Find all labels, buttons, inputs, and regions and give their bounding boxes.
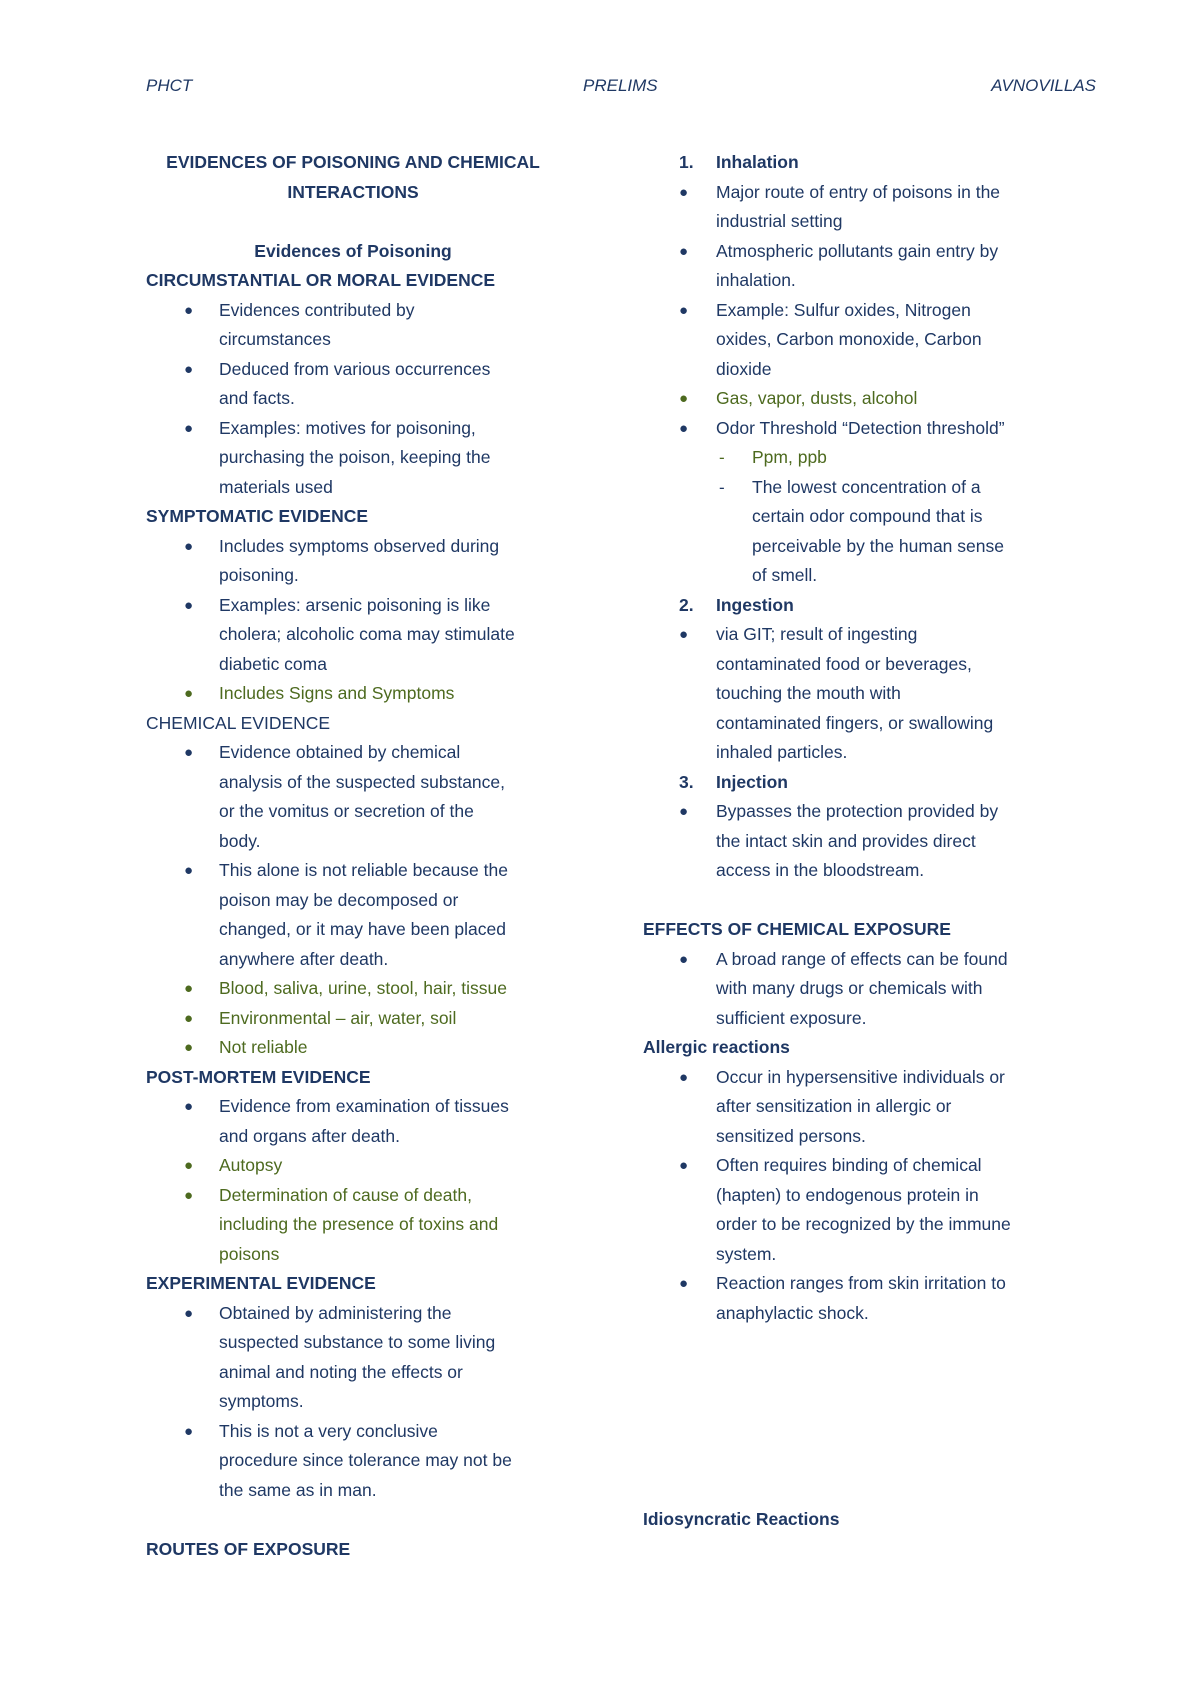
injection-heading: 3. Injection <box>679 771 788 792</box>
bullet-icon: ● <box>679 301 689 319</box>
list-item: ● Reaction ranges from skin irritation to <box>643 1269 1093 1299</box>
list-item-cont: suspected substance to some living <box>219 1332 496 1352</box>
list-item-cont: animal and noting the effects or <box>219 1361 463 1382</box>
allergic-list <box>643 1063 1093 1329</box>
bullet-icon: ● <box>184 862 194 879</box>
circumstantial-heading: CIRCUMSTANTIAL OR MORAL EVIDENCE <box>146 270 496 290</box>
ingestion-list <box>643 620 1093 768</box>
bullet-icon: ● <box>184 301 194 319</box>
list-item: ● A broad range of effects can be found <box>643 945 1093 975</box>
circumstantial-list <box>146 296 586 503</box>
list-item: ● Often requires binding of chemical <box>643 1151 1093 1181</box>
symptomatic-heading: SYMPTOMATIC EVIDENCE <box>146 506 369 526</box>
list-item-cont: diabetic coma <box>219 653 327 674</box>
routes-heading: ROUTES OF EXPOSURE <box>146 1538 351 1559</box>
effects-list <box>643 945 1093 1034</box>
bullet-icon: ● <box>679 390 689 407</box>
list-item-cont: contaminated fingers, or swallowing <box>716 712 994 733</box>
list-item: ● Examples: arsenic poisoning is like <box>146 591 586 621</box>
dash-icon: - <box>719 477 725 497</box>
list-item: ● Bypasses the protection provided by <box>643 797 1093 827</box>
sub-list-item: - The lowest concentration of a <box>643 473 1093 503</box>
ingestion-heading: 2. Ingestion <box>679 594 794 615</box>
inhalation-heading: 1. Inhalation <box>679 152 799 172</box>
list-item: ● This alone is not reliable because the <box>146 856 586 886</box>
list-item-cont: anywhere after death. <box>219 948 389 969</box>
list-item-cont: oxides, Carbon monoxide, Carbon <box>716 329 982 349</box>
idiosyncratic-heading: Idiosyncratic Reactions <box>643 1509 840 1529</box>
injection-list <box>643 797 1093 886</box>
bullet-icon: ● <box>184 685 194 702</box>
list-item: ● Not reliable <box>146 1033 586 1063</box>
list-item-cont: and facts. <box>219 388 295 408</box>
list-item: ● Environmental – air, water, soil <box>146 1004 586 1034</box>
document-title: EVIDENCES OF POISONING AND CHEMICAL <box>166 152 540 172</box>
list-item-cont: procedure since tolerance may not be <box>219 1450 512 1470</box>
list-item-cont: inhalation. <box>716 270 796 290</box>
list-item: ● Obtained by administering the <box>146 1299 586 1329</box>
postmortem-heading: POST-MORTEM EVIDENCE <box>146 1066 371 1087</box>
left-column <box>146 148 586 1564</box>
bullet-icon: ● <box>184 1098 194 1115</box>
bullet-icon: ● <box>184 419 194 437</box>
list-item: ● Evidence obtained by chemical <box>146 738 586 768</box>
dash-icon: - <box>719 448 725 467</box>
list-item-cont: the same as in man. <box>219 1479 377 1500</box>
bullet-icon: ● <box>184 1422 194 1440</box>
list-item: ● Includes symptoms observed during <box>146 532 586 562</box>
list-item: ● Blood, saliva, urine, stool, hair, tissue <box>146 974 586 1004</box>
sub-list-item-cont: certain odor compound that is <box>752 506 983 526</box>
list-item-cont: including the presence of toxins and <box>219 1214 499 1234</box>
list-item-cont: circumstances <box>219 329 331 349</box>
experimental-heading: EXPERIMENTAL EVIDENCE <box>146 1273 376 1293</box>
list-item-cont: touching the mouth with <box>716 683 901 703</box>
list-item-cont: system. <box>716 1243 777 1264</box>
header-author: AVNOVILLAS <box>991 76 1096 95</box>
list-item-cont: dioxide <box>716 358 772 379</box>
list-item: ● Gas, vapor, dusts, alcohol <box>643 384 1093 414</box>
list-item-cont: changed, or it may have been placed <box>219 919 506 939</box>
bullet-icon: ● <box>184 1039 194 1056</box>
list-item: ● Evidences contributed by <box>146 296 586 326</box>
bullet-icon: ● <box>679 1068 689 1086</box>
list-item-cont: and organs after death. <box>219 1125 400 1146</box>
bullet-icon: ● <box>184 1186 194 1204</box>
document-title-cont: INTERACTIONS <box>287 181 419 202</box>
list-item: ● Autopsy <box>146 1151 586 1181</box>
list-item-cont: the intact skin and provides direct <box>716 830 976 851</box>
list-item-cont: contaminated food or beverages, <box>716 653 972 674</box>
list-item-cont: body. <box>219 830 261 851</box>
list-item-cont: poisons <box>219 1243 280 1264</box>
list-item-cont: sensitized persons. <box>716 1125 866 1146</box>
list-item-cont: inhaled particles. <box>716 742 848 762</box>
list-item: ● Deduced from various occurrences <box>146 355 586 385</box>
bullet-icon: ● <box>679 1157 689 1174</box>
bullet-icon: ● <box>184 537 194 555</box>
document-subtitle: Evidences of Poisoning <box>254 240 452 261</box>
list-item-cont: symptoms. <box>219 1391 304 1411</box>
list-item-cont: anaphylactic shock. <box>716 1302 869 1323</box>
bullet-icon: ● <box>184 744 194 761</box>
symptomatic-list <box>146 532 586 709</box>
list-item-cont: analysis of the suspected substance, <box>219 771 506 792</box>
bullet-icon: ● <box>679 419 689 437</box>
bullet-icon: ● <box>184 1304 194 1322</box>
bullet-icon: ● <box>679 242 689 260</box>
list-item-cont: purchasing the poison, keeping the <box>219 447 491 467</box>
bullet-icon: ● <box>679 950 689 968</box>
list-item: ● Occur in hypersensitive individuals or <box>643 1063 1093 1093</box>
list-item: ● Determination of cause of death, <box>146 1181 586 1211</box>
chemical-list <box>146 738 586 1063</box>
list-item: ● Example: Sulfur oxides, Nitrogen <box>643 296 1093 326</box>
chemical-heading: CHEMICAL EVIDENCE <box>146 712 331 733</box>
list-item-cont: after sensitization in allergic or <box>716 1096 952 1116</box>
list-item-cont: poisoning. <box>219 565 299 585</box>
list-item-cont: order to be recognized by the immune <box>716 1214 1011 1234</box>
bullet-icon: ● <box>184 980 194 997</box>
list-item-cont: or the vomitus or secretion of the <box>219 801 474 821</box>
list-item-cont: poison may be decomposed or <box>219 889 459 910</box>
list-item-cont: with many drugs or chemicals with <box>716 978 983 998</box>
list-item: ● Odor Threshold “Detection threshold” <box>643 414 1093 444</box>
list-item-cont: access in the bloodstream. <box>716 860 925 880</box>
inhalation-list <box>643 178 1093 591</box>
list-item: ● Examples: motives for poisoning, <box>146 414 586 444</box>
bullet-icon: ● <box>679 183 689 201</box>
list-item: ● Evidence from examination of tissues <box>146 1092 586 1122</box>
experimental-list <box>146 1299 586 1506</box>
list-item-cont: (hapten) to endogenous protein in <box>716 1184 979 1205</box>
list-item: ● via GIT; result of ingesting <box>643 620 1093 650</box>
header-exam: PRELIMS <box>583 76 658 95</box>
list-item-cont: materials used <box>219 476 333 497</box>
right-column <box>643 148 1093 1535</box>
list-item-cont: industrial setting <box>716 211 843 231</box>
list-item: ● Includes Signs and Symptoms <box>146 679 586 709</box>
list-item: ● Atmospheric pollutants gain entry by <box>643 237 1093 267</box>
sub-list-item-cont: perceivable by the human sense <box>752 535 1004 556</box>
bullet-icon: ● <box>184 1157 194 1174</box>
effects-heading: EFFECTS OF CHEMICAL EXPOSURE <box>643 919 951 939</box>
list-item: ● Major route of entry of poisons in the <box>643 178 1093 208</box>
sub-list-item-cont: of smell. <box>752 565 818 585</box>
list-item: ● This is not a very conclusive <box>146 1417 586 1447</box>
bullet-icon: ● <box>679 803 689 820</box>
bullet-icon: ● <box>679 1275 689 1292</box>
list-item-cont: sufficient exposure. <box>716 1007 867 1028</box>
postmortem-list <box>146 1092 586 1269</box>
bullet-icon: ● <box>184 596 194 614</box>
bullet-icon: ● <box>184 360 194 378</box>
allergic-heading: Allergic reactions <box>643 1037 790 1057</box>
list-item-cont: cholera; alcoholic coma may stimulate <box>219 624 515 644</box>
header-course: PHCT <box>146 76 193 95</box>
bullet-icon: ● <box>184 1009 194 1027</box>
bullet-icon: ● <box>679 626 689 643</box>
sub-list-item: - Ppm, ppb <box>643 443 1093 473</box>
